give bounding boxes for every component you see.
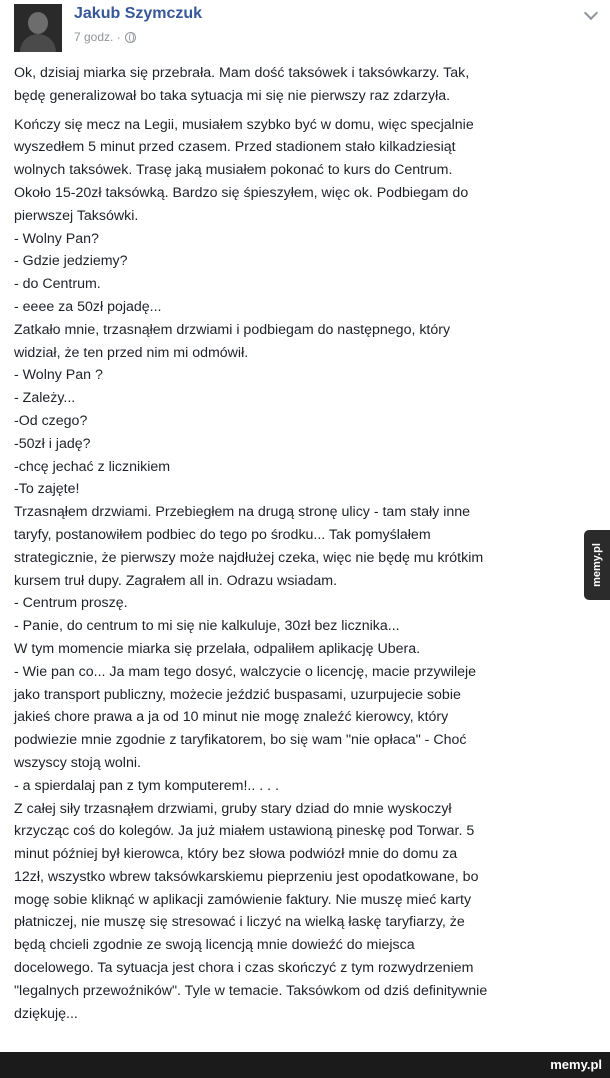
post-text-line: "legalnych przewoźników". Tyle w temacie. Taksówkom od dziś definitywnie — [14, 982, 488, 999]
post-text-line: - Zależy... — [14, 390, 76, 407]
post-text-line: krzycząc coś do kolegów. Ja już miałem ustawioną pineskę pod Torwar. 5 — [14, 823, 475, 840]
post-text-line: Ok, dzisiaj miarka się przebrała. Mam dość taksówek i taksówkarzy. Tak, — [14, 65, 470, 81]
post-text-line: minut później był kierowca, który bez słowa podwiózł mnie do domu za — [14, 846, 458, 863]
post-text-line: - Wie pan co... Ja mam tego dosyć, walczycie o licencję, macie przywileje — [14, 663, 477, 680]
post-text-line: strategicznie, że pierwszy może najdłużej czeka, więc nie będę mu krótkim — [14, 549, 484, 566]
avatar-body-shape — [20, 34, 56, 52]
post-text-line: pierwszej Taksówki. — [14, 207, 139, 224]
post-text-line: Około 15-20zł taksówką. Bardzo się śpieszyłem, więc ok. Podbiegam do — [14, 184, 469, 201]
post-text-line: dziękuję... — [14, 1005, 78, 1022]
post-timestamp[interactable]: 7 godz. · — [74, 30, 121, 44]
post-text-line: - Wolny Pan ? — [14, 367, 103, 384]
post-text-line: mogę sobie kliknąć w aplikacji zamówienie faktury. Nie muszę mieć karty — [14, 891, 472, 908]
footer-bar — [0, 1052, 610, 1078]
footer-watermark: memy.pl — [550, 1057, 602, 1072]
post-text-line: wolnych taksówek. Trasę jaką musiałem pokonać to kurs do Centrum. — [14, 162, 453, 179]
post-text-line: płatniczej, nie muszę się stresować i liczyć na wielką łaskę taryfiarzy, że — [14, 914, 465, 931]
post-text-line: wszyscy stoją wolni. — [14, 754, 141, 771]
post-text-line: -To zajęte! — [14, 481, 80, 498]
post-text-line: - Panie, do centrum to mi się nie kalkuluje, 30zł bez licznika... — [14, 618, 400, 635]
post-text-line: -chcę jechać z licznikiem — [14, 458, 171, 475]
chevron-down-icon[interactable] — [584, 6, 598, 20]
side-watermark-label: memy.pl — [591, 543, 603, 587]
author-name[interactable]: Jakub Szymczuk — [74, 5, 203, 22]
post-text-line: Trzasnąłem drzwiami. Przebiegłem na drugą stronę ulicy - tam stały inne — [14, 504, 471, 521]
globe-icon — [125, 32, 136, 43]
post-text-line: widział, że ten przed nim mi odmówił. — [14, 344, 249, 361]
post-text-line: wyszedłem 5 minut przed czasem. Przed stadionem stało kilkadziesiąt — [14, 139, 456, 156]
post-text-line: taryfy, postanowiłem podbiec do tego po środku... Tak pomyślałem — [14, 526, 431, 543]
post-text-line: docelowego. Ta sytuacja jest chora i czas skończyć z tym rozwydrzeniem — [14, 960, 474, 977]
post-text-line: -Od czego? — [14, 412, 88, 429]
post-text-line: Z całej siły trzasnąłem drzwiami, gruby stary dziad do mnie wyskoczył — [14, 800, 452, 817]
post-text-line: będę generalizował bo taka sytuacja mi się nie pierwszy raz zdarzyła. — [14, 87, 451, 104]
post-body — [14, 62, 586, 1025]
post-text-line: - eeee za 50zł pojadę... — [14, 298, 162, 315]
post-text-line: -50zł i jadę? — [14, 435, 91, 452]
side-watermark — [584, 530, 610, 600]
post-text-line: - do Centrum. — [14, 276, 101, 293]
post-text-line: Zatkało mnie, trzasnąłem drzwiami i podbiegam do następnego, który — [14, 321, 451, 338]
post-text-line: - Centrum proszę. — [14, 595, 128, 612]
avatar-head-shape — [28, 12, 48, 34]
post-text-line: - a spierdalaj pan z tym komputerem!.. . . . — [14, 777, 279, 794]
post-text-line: Kończy się mecz na Legii, musiałem szybko być w domu, więc specjalnie — [14, 116, 474, 133]
post-text-line: 12zł, wszystko wbrew taksówkarskiemu pieprzeniu jest opodatkowane, bo — [14, 868, 479, 885]
post-text-line: będą chcieli zgodnie ze swoją licencją mnie dowieźć do miejsca — [14, 937, 415, 954]
post-text-line: jako transport publiczny, możecie jeździć buspasami, uzurpujecie sobie — [14, 686, 461, 703]
post-text-line: W tym momencie miarka się przelała, odpaliłem aplikację Ubera. — [14, 640, 421, 657]
post-text-line: - Wolny Pan? — [14, 230, 99, 247]
post-text-line: jakieś chore prawa a ja od 10 minut nie mogę znaleźć kierowcy, który — [14, 709, 449, 726]
post-text-line: podwiezie mnie zgodnie z taryfikatorem, bo się wam "nie opłaca" - Choć — [14, 732, 467, 749]
post-meta — [74, 30, 136, 44]
post-text-line: kursem truł dupy. Zagrałem all in. Odrazu wsiadam. — [14, 572, 338, 589]
post-text-line: - Gdzie jedziemy? — [14, 253, 128, 270]
avatar[interactable] — [14, 4, 62, 52]
